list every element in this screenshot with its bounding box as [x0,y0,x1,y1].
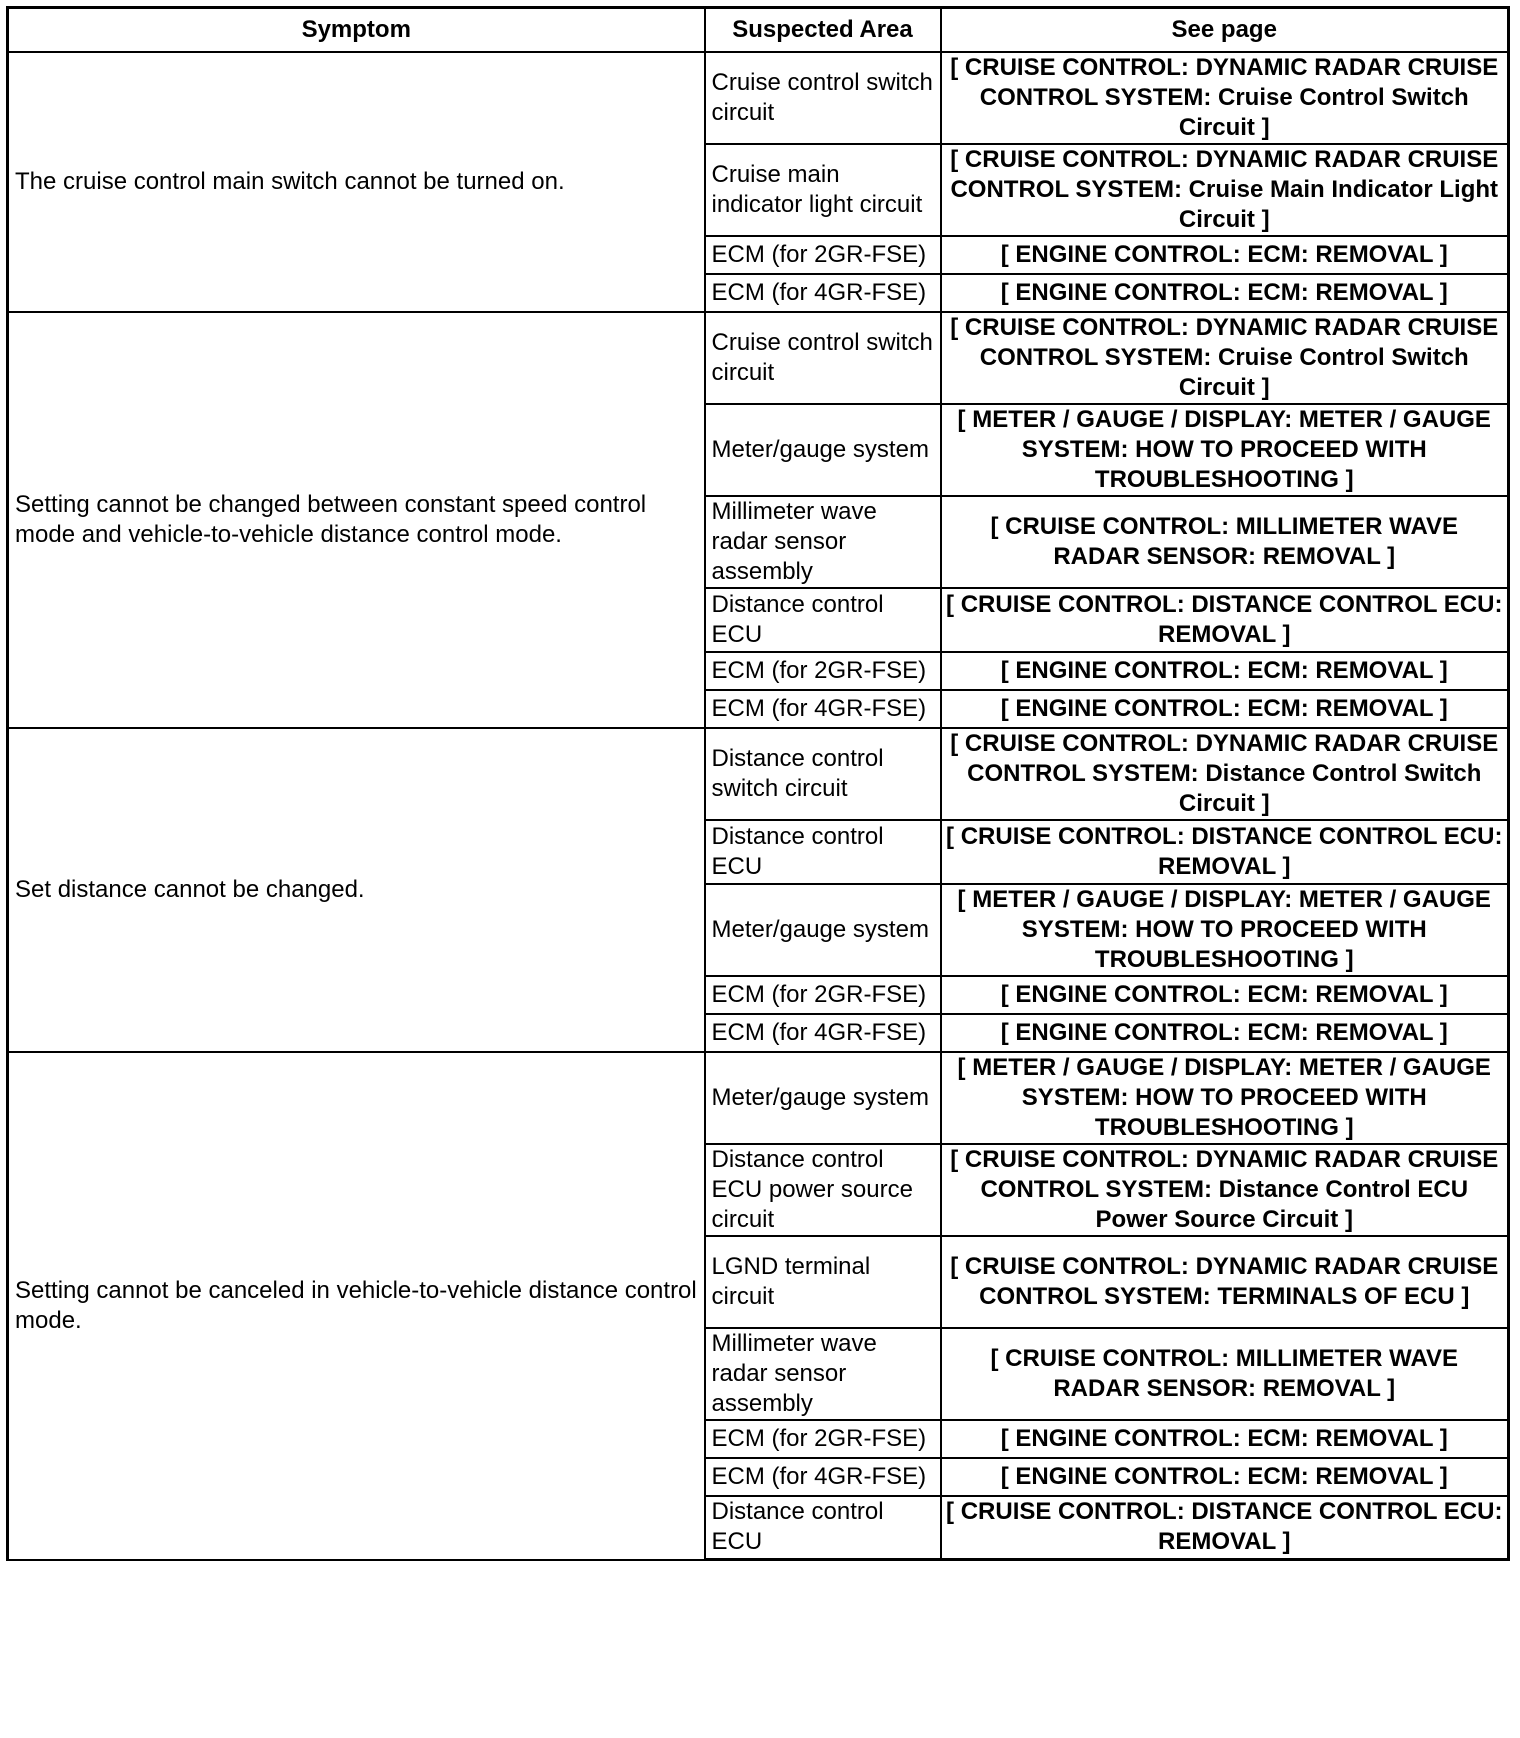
suspected-area-cell: ECM (for 2GR-FSE) [705,976,941,1014]
see-page-cell: [ METER / GAUGE / DISPLAY: METER / GAUGE SYSTEM: HOW TO PROCEED WITH TROUBLESHOOTING ] [941,404,1509,496]
suspected-area-cell: Distance control switch circuit [705,728,941,820]
see-page-cell: [ ENGINE CONTROL: ECM: REMOVAL ] [941,274,1509,312]
see-page-cell: [ CRUISE CONTROL: MILLIMETER WAVE RADAR SENSOR: REMOVAL ] [941,1328,1509,1420]
symptom-cell: The cruise control main switch cannot be turned on. [8,52,705,312]
suspected-area-cell: Meter/gauge system [705,404,941,496]
suspected-area-cell: Meter/gauge system [705,884,941,976]
suspected-area-cell: LGND terminal circuit [705,1236,941,1328]
see-page-cell: [ CRUISE CONTROL: DYNAMIC RADAR CRUISE CONTROL SYSTEM: Cruise Main Indicator Light Circuit ] [941,144,1509,236]
table-body [8,52,1509,1560]
see-page-cell: [ METER / GAUGE / DISPLAY: METER / GAUGE SYSTEM: HOW TO PROCEED WITH TROUBLESHOOTING ] [941,884,1509,976]
suspected-area-cell: ECM (for 4GR-FSE) [705,1458,941,1496]
table-row [8,52,1509,144]
symptom-cell: Set distance cannot be changed. [8,728,705,1052]
suspected-area-cell: Cruise control switch circuit [705,52,941,144]
problem-symptoms-table [6,6,1510,1561]
see-page-cell: [ CRUISE CONTROL: DISTANCE CONTROL ECU: REMOVAL ] [941,588,1509,652]
see-page-cell: [ CRUISE CONTROL: DYNAMIC RADAR CRUISE CONTROL SYSTEM: Distance Control Switch Circuit ] [941,728,1509,820]
suspected-area-cell: Distance control ECU power source circuit [705,1144,941,1236]
see-page-cell: [ CRUISE CONTROL: DISTANCE CONTROL ECU: REMOVAL ] [941,1496,1509,1560]
see-page-cell: [ CRUISE CONTROL: DYNAMIC RADAR CRUISE CONTROL SYSTEM: Cruise Control Switch Circuit ] [941,52,1509,144]
header-symptom: Symptom [8,8,705,52]
see-page-cell: [ ENGINE CONTROL: ECM: REMOVAL ] [941,1420,1509,1458]
table-row [8,1052,1509,1144]
suspected-area-cell: Millimeter wave radar sensor assembly [705,496,941,588]
see-page-cell: [ CRUISE CONTROL: DISTANCE CONTROL ECU: REMOVAL ] [941,820,1509,884]
see-page-cell: [ CRUISE CONTROL: DYNAMIC RADAR CRUISE CONTROL SYSTEM: TERMINALS OF ECU ] [941,1236,1509,1328]
see-page-cell: [ ENGINE CONTROL: ECM: REMOVAL ] [941,1458,1509,1496]
see-page-cell: [ CRUISE CONTROL: DYNAMIC RADAR CRUISE CONTROL SYSTEM: Cruise Control Switch Circuit ] [941,312,1509,404]
header-row [8,8,1509,52]
symptom-cell: Setting cannot be canceled in vehicle-to-vehicle distance control mode. [8,1052,705,1560]
see-page-cell: [ ENGINE CONTROL: ECM: REMOVAL ] [941,976,1509,1014]
suspected-area-cell: ECM (for 4GR-FSE) [705,274,941,312]
header-suspected-area: Suspected Area [705,8,941,52]
troubleshooting-sheet [6,6,1507,1728]
suspected-area-cell: Distance control ECU [705,820,941,884]
suspected-area-cell: Meter/gauge system [705,1052,941,1144]
suspected-area-cell: Millimeter wave radar sensor assembly [705,1328,941,1420]
table-row [8,728,1509,820]
symptom-cell: Setting cannot be changed between constant speed control mode and vehicle-to-vehicle distance control mode. [8,312,705,728]
see-page-cell: [ ENGINE CONTROL: ECM: REMOVAL ] [941,236,1509,274]
suspected-area-cell: Distance control ECU [705,588,941,652]
suspected-area-cell: ECM (for 4GR-FSE) [705,1014,941,1052]
suspected-area-cell: Distance control ECU [705,1496,941,1560]
see-page-cell: [ ENGINE CONTROL: ECM: REMOVAL ] [941,690,1509,728]
see-page-cell: [ ENGINE CONTROL: ECM: REMOVAL ] [941,1014,1509,1052]
see-page-cell: [ CRUISE CONTROL: DYNAMIC RADAR CRUISE CONTROL SYSTEM: Distance Control ECU Power Source Circuit ] [941,1144,1509,1236]
see-page-cell: [ CRUISE CONTROL: MILLIMETER WAVE RADAR SENSOR: REMOVAL ] [941,496,1509,588]
suspected-area-cell: ECM (for 4GR-FSE) [705,690,941,728]
suspected-area-cell: ECM (for 2GR-FSE) [705,236,941,274]
suspected-area-cell: ECM (for 2GR-FSE) [705,652,941,690]
table-row [8,312,1509,404]
suspected-area-cell: Cruise main indicator light circuit [705,144,941,236]
suspected-area-cell: Cruise control switch circuit [705,312,941,404]
header-see-page: See page [941,8,1509,52]
suspected-area-cell: ECM (for 2GR-FSE) [705,1420,941,1458]
see-page-cell: [ METER / GAUGE / DISPLAY: METER / GAUGE SYSTEM: HOW TO PROCEED WITH TROUBLESHOOTING ] [941,1052,1509,1144]
see-page-cell: [ ENGINE CONTROL: ECM: REMOVAL ] [941,652,1509,690]
